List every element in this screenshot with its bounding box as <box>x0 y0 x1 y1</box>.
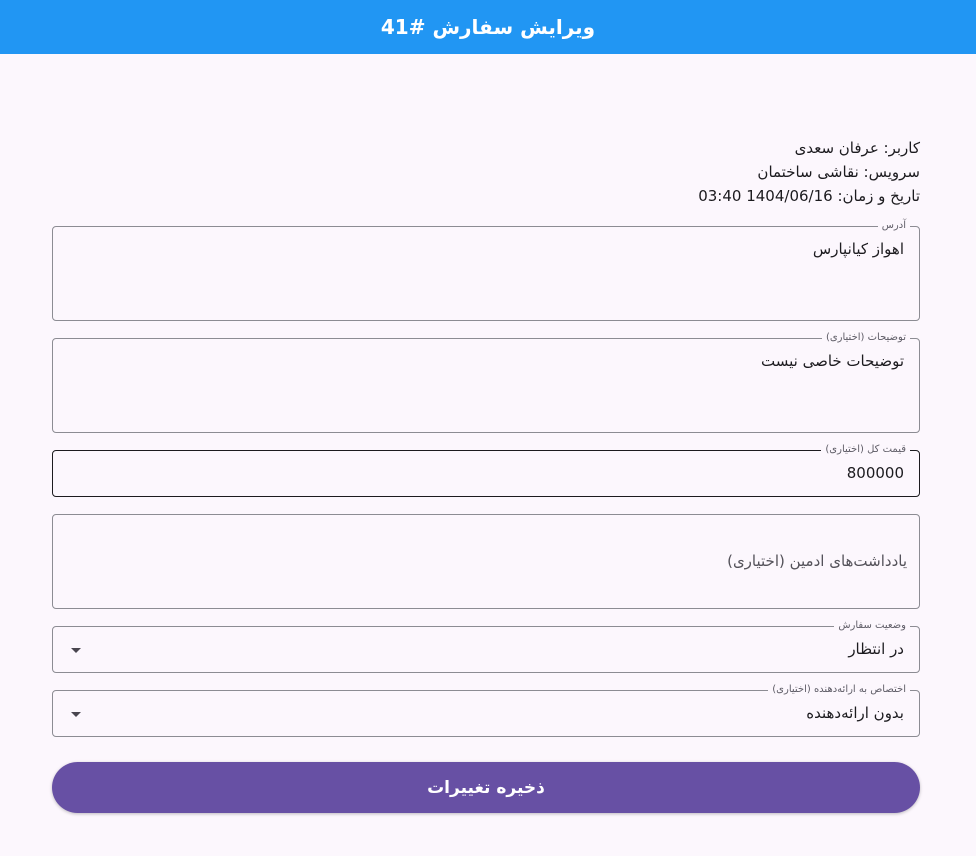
price-label: قیمت کل (اختیاری) <box>821 444 910 456</box>
save-changes-label: ذخیره تغییرات <box>427 777 545 798</box>
app-bar <box>0 0 976 54</box>
order-service: سرویس: نقاشی ساختمان <box>757 163 920 181</box>
provider-value: بدون ارائه‌دهنده <box>806 704 904 722</box>
order-status-label: وضعیت سفارش <box>834 620 910 632</box>
dropdown-arrow-icon[interactable] <box>71 648 81 653</box>
price-value: 800000 <box>846 464 904 482</box>
order-info <box>698 136 920 208</box>
address-value: اهواز کیانپارس <box>812 240 904 258</box>
description-field[interactable] <box>52 332 920 433</box>
dropdown-arrow-icon[interactable] <box>71 712 81 717</box>
order-status-value: در انتظار <box>848 640 904 658</box>
provider-label: اختصاص به ارائه‌دهنده (اختیاری) <box>768 684 910 696</box>
admin-notes-placeholder: یادداشت‌های ادمین (اختیاری) <box>727 552 907 570</box>
provider-select[interactable] <box>52 684 920 737</box>
description-label: توضیحات (اختیاری) <box>822 332 910 344</box>
save-changes-button[interactable] <box>52 762 920 813</box>
order-status-select[interactable] <box>52 620 920 673</box>
price-field[interactable] <box>52 444 920 497</box>
admin-notes-field[interactable] <box>52 514 920 609</box>
page-title: ویرایش سفارش #41 <box>380 15 596 39</box>
order-datetime: تاریخ و زمان: 1404/06/16 03:40 <box>698 187 920 205</box>
order-user: کاربر: عرفان سعدی <box>794 139 920 157</box>
description-value: توضیحات خاصی نیست <box>761 352 904 370</box>
address-field[interactable] <box>52 220 920 321</box>
address-label: آدرس <box>878 220 910 232</box>
